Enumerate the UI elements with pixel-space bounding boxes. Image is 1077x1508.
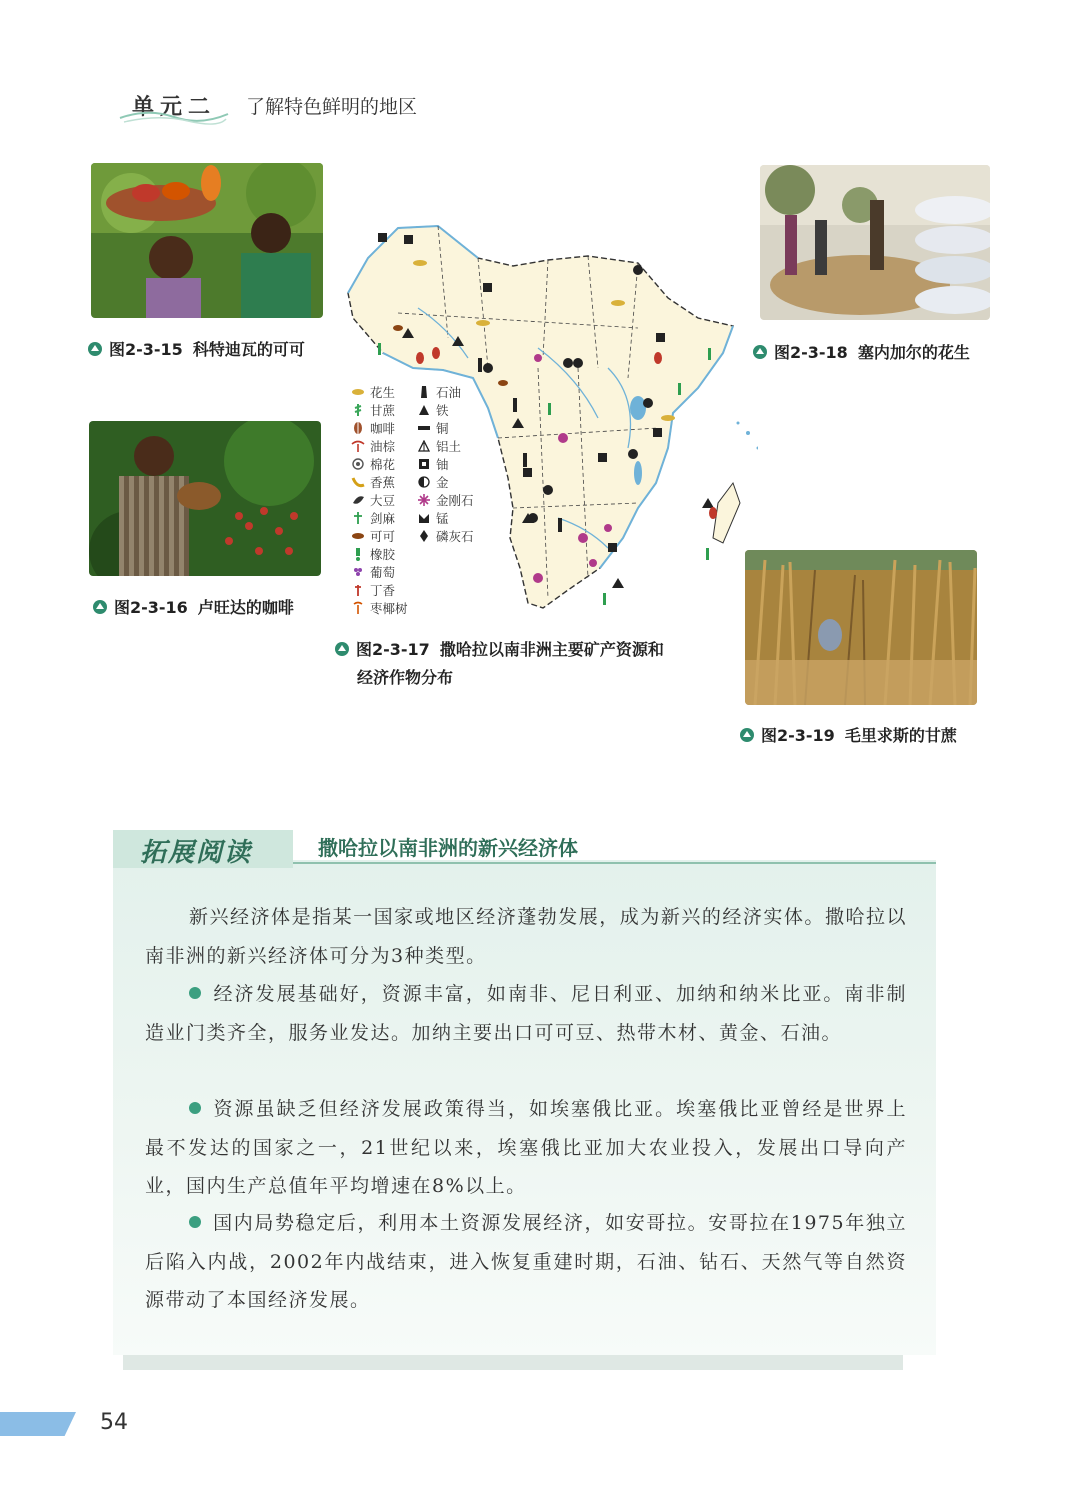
- swoosh-decoration: [118, 108, 230, 126]
- unit-title: 了解特色鲜明的地区: [246, 96, 418, 118]
- paragraph-type-3: 国内局势稳定后，利用本土资源发展经济，如安哥拉。安哥拉在1975年独立后陷入内战，2002年内战结束，进入恢复重建时期，石油、钻石、天然气等自然资源带动了本国经济发展。: [145, 1212, 907, 1311]
- cocoa-icon: [350, 529, 366, 543]
- sisal-icon: [350, 511, 366, 525]
- unit-label: 单元二: [132, 95, 217, 120]
- page-tab-decoration: [0, 1412, 76, 1436]
- sugarcane-photo: [745, 550, 977, 705]
- bauxite-icon: [416, 439, 432, 453]
- legend-item: 铝土: [416, 437, 474, 455]
- legend-item: 咖啡: [350, 419, 408, 437]
- paragraph-intro: 新兴经济体是指某一国家或地区经济蓬勃发展，成为新兴的经济实体。撒哈拉以南非洲的新兴经济体可分为3种类型。: [145, 906, 907, 967]
- cotton-icon: [350, 457, 366, 471]
- gold-icon: [416, 475, 432, 489]
- caption-2-3-15: [88, 337, 305, 360]
- diamond-icon: [416, 493, 432, 507]
- legend-item: 油棕: [350, 437, 408, 455]
- figure-caption: 卢旺达的咖啡: [197, 598, 294, 617]
- triangle-badge-icon: [88, 342, 102, 356]
- map-legend-crops: [350, 383, 408, 617]
- legend-item: 可可: [350, 527, 408, 545]
- legend-item: 葡萄: [350, 563, 408, 581]
- caption-2-3-19: [740, 723, 957, 746]
- figure-caption: 撒哈拉以南非洲主要矿产资源和: [439, 640, 664, 659]
- figure-number: 图2-3-15: [109, 340, 183, 359]
- legend-item: 枣椰树: [350, 599, 408, 617]
- coffee-icon: [350, 421, 366, 435]
- figure-number: 图2-3-17: [356, 640, 430, 659]
- figure-caption: 经济作物分布: [357, 668, 454, 687]
- legend-item: 香蕉: [350, 473, 408, 491]
- legend-item: 铀: [416, 455, 474, 473]
- peanut-photo: [760, 165, 990, 320]
- caption-2-3-18: [753, 340, 970, 363]
- legend-item: 甘蔗: [350, 401, 408, 419]
- legend-item: 金刚石: [416, 491, 474, 509]
- paragraph-type-1: 经济发展基础好，资源丰富，如南非、尼日利亚、加纳和纳米比亚。南非制造业门类齐全，服务业发达。加纳主要出口可可豆、热带木材、黄金、石油。: [145, 983, 907, 1044]
- title-rule: [293, 862, 936, 864]
- grape-icon: [350, 565, 366, 579]
- caption-2-3-16: [93, 595, 294, 618]
- figure-number: 图2-3-18: [774, 343, 848, 362]
- figure-caption: 科特迪瓦的可可: [192, 340, 305, 359]
- soybean-icon: [350, 493, 366, 507]
- coffee-photo: [89, 421, 321, 576]
- figure-caption: 毛里求斯的甘蔗: [844, 726, 957, 745]
- extension-label: 拓展阅读: [140, 838, 253, 868]
- figure-caption: 塞内加尔的花生: [857, 343, 970, 362]
- sugarcane-icon: [350, 403, 366, 417]
- extension-title: 撒哈拉以南非洲的新兴经济体: [318, 836, 578, 860]
- copper-icon: [416, 421, 432, 435]
- legend-item: 锰: [416, 509, 474, 527]
- legend-item: 磷灰石: [416, 527, 474, 545]
- cocoa-photo: [91, 163, 323, 318]
- page-number: 54: [100, 1410, 128, 1435]
- bullet-dot: [189, 1216, 201, 1228]
- legend-item: 铜: [416, 419, 474, 437]
- rubber-icon: [350, 547, 366, 561]
- triangle-badge-icon: [740, 728, 754, 742]
- legend-item: 大豆: [350, 491, 408, 509]
- figure-number: 图2-3-16: [114, 598, 188, 617]
- figure-number: 图2-3-19: [761, 726, 835, 745]
- caption-2-3-17: [335, 637, 664, 660]
- legend-item: 丁香: [350, 581, 408, 599]
- map-legend-minerals: [416, 383, 474, 545]
- banana-icon: [350, 475, 366, 489]
- manganese-icon: [416, 511, 432, 525]
- legend-item: 橡胶: [350, 545, 408, 563]
- caption-2-3-17-line2: [357, 665, 453, 688]
- bullet-dot: [189, 1102, 201, 1114]
- clove-icon: [350, 583, 366, 597]
- legend-item: 棉花: [350, 455, 408, 473]
- date-palm-icon: [350, 601, 366, 615]
- bullet-dot: [189, 987, 201, 999]
- apatite-icon: [416, 529, 432, 543]
- triangle-badge-icon: [93, 600, 107, 614]
- legend-item: 石油: [416, 383, 474, 401]
- oil-palm-icon: [350, 439, 366, 453]
- oil-icon: [416, 385, 432, 399]
- peanut-icon: [350, 385, 366, 399]
- triangle-badge-icon: [335, 642, 349, 656]
- legend-item: 剑麻: [350, 509, 408, 527]
- legend-item: 铁: [416, 401, 474, 419]
- uranium-icon: [416, 457, 432, 471]
- legend-item: 花生: [350, 383, 408, 401]
- iron-icon: [416, 403, 432, 417]
- legend-item: 金: [416, 473, 474, 491]
- paragraph-type-2: 资源虽缺乏但经济发展政策得当，如埃塞俄比亚。埃塞俄比亚曾经是世界上最不发达的国家之一，21世纪以来，埃塞俄比亚加大农业投入，发展出口导向产业，国内生产总值年平均增速在8%以上。: [145, 1098, 907, 1197]
